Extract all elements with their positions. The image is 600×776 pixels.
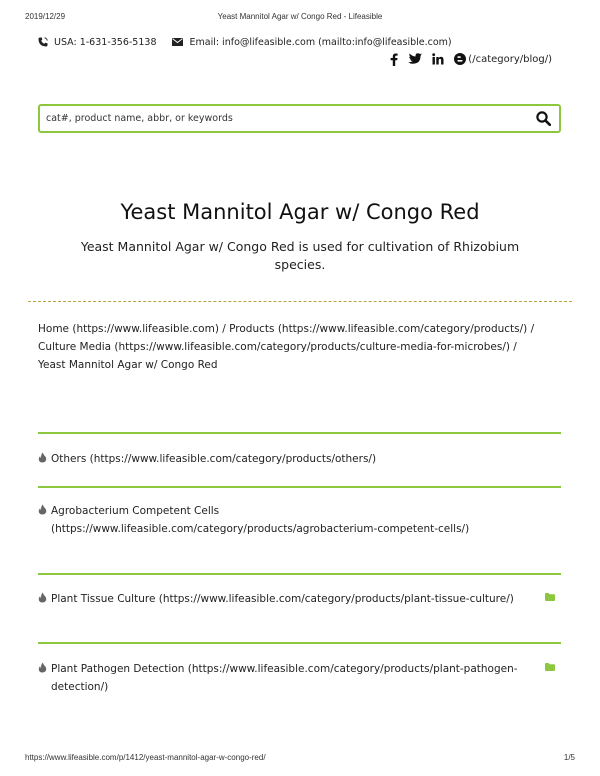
- fire-icon: [38, 662, 47, 673]
- page-title: Yeast Mannitol Agar w/ Congo Red: [120, 200, 480, 224]
- print-footer: [0, 753, 600, 765]
- print-url: https://www.lifeasible.com/p/1412/yeast-mannitol-agar-w-congo-red/: [25, 753, 266, 762]
- category-item-plant-tissue-culture[interactable]: [38, 590, 561, 608]
- category-item-plant-pathogen-detection[interactable]: [38, 660, 561, 696]
- phone-icon: [38, 37, 48, 47]
- search-input[interactable]: cat#, product name, abbr, or keywords: [46, 113, 233, 124]
- twitter-icon[interactable]: [408, 53, 422, 65]
- fire-icon: [38, 452, 47, 463]
- category-label: Plant Pathogen Detection (https://www.lifeasible.com/category/products/plant-pathogen-detection/): [51, 663, 518, 693]
- blogger-icon[interactable]: [454, 53, 466, 65]
- print-title: Yeast Mannitol Agar w/ Congo Red - Lifeasible: [217, 12, 383, 21]
- product-description: Yeast Mannitol Agar w/ Congo Red is used for cultivation of Rhizobium species.: [80, 239, 520, 272]
- breadcrumb[interactable]: Home (https://www.lifeasible.com) / Products (https://www.lifeasible.com/category/products/) / Culture Media (https://www.lifeasible.com/category/products/culture-media-for-microbes/) / Yeast Mannitol Agar w/ Congo Red: [38, 323, 535, 371]
- folder-icon[interactable]: [545, 663, 555, 671]
- facebook-icon[interactable]: [390, 53, 398, 66]
- page-number: 1/5: [563, 753, 575, 762]
- dashed-divider: [28, 301, 572, 302]
- print-date: 2019/12/29: [25, 12, 66, 21]
- print-header: [0, 12, 600, 24]
- search-icon[interactable]: [536, 111, 551, 126]
- linkedin-icon[interactable]: [432, 53, 444, 65]
- social-links: [380, 50, 552, 68]
- category-item-others[interactable]: [38, 450, 561, 468]
- blog-link[interactable]: (/category/blog/): [468, 53, 552, 65]
- category-divider: [38, 573, 561, 575]
- search-box: [38, 104, 561, 133]
- category-divider: [38, 432, 561, 434]
- folder-icon[interactable]: [545, 593, 555, 601]
- category-divider: [38, 486, 561, 488]
- category-divider: [38, 642, 561, 644]
- email-link[interactable]: Email: info@lifeasible.com (mailto:info@lifeasible.com): [189, 36, 452, 48]
- category-label: Plant Tissue Culture (https://www.lifeasible.com/category/products/plant-tissue-culture/): [51, 593, 514, 605]
- envelope-icon: [172, 38, 183, 46]
- fire-icon: [38, 592, 47, 603]
- contact-bar: [38, 34, 452, 50]
- category-label: Agrobacterium Competent Cells (https://www.lifeasible.com/category/products/agrobacterium-competent-cells/): [51, 505, 470, 535]
- category-label: Others (https://www.lifeasible.com/category/products/others/): [51, 453, 377, 465]
- fire-icon: [38, 504, 47, 515]
- category-item-agrobacterium-competent-cells[interactable]: [38, 502, 561, 538]
- phone-number[interactable]: USA: 1-631-356-5138: [54, 36, 157, 48]
